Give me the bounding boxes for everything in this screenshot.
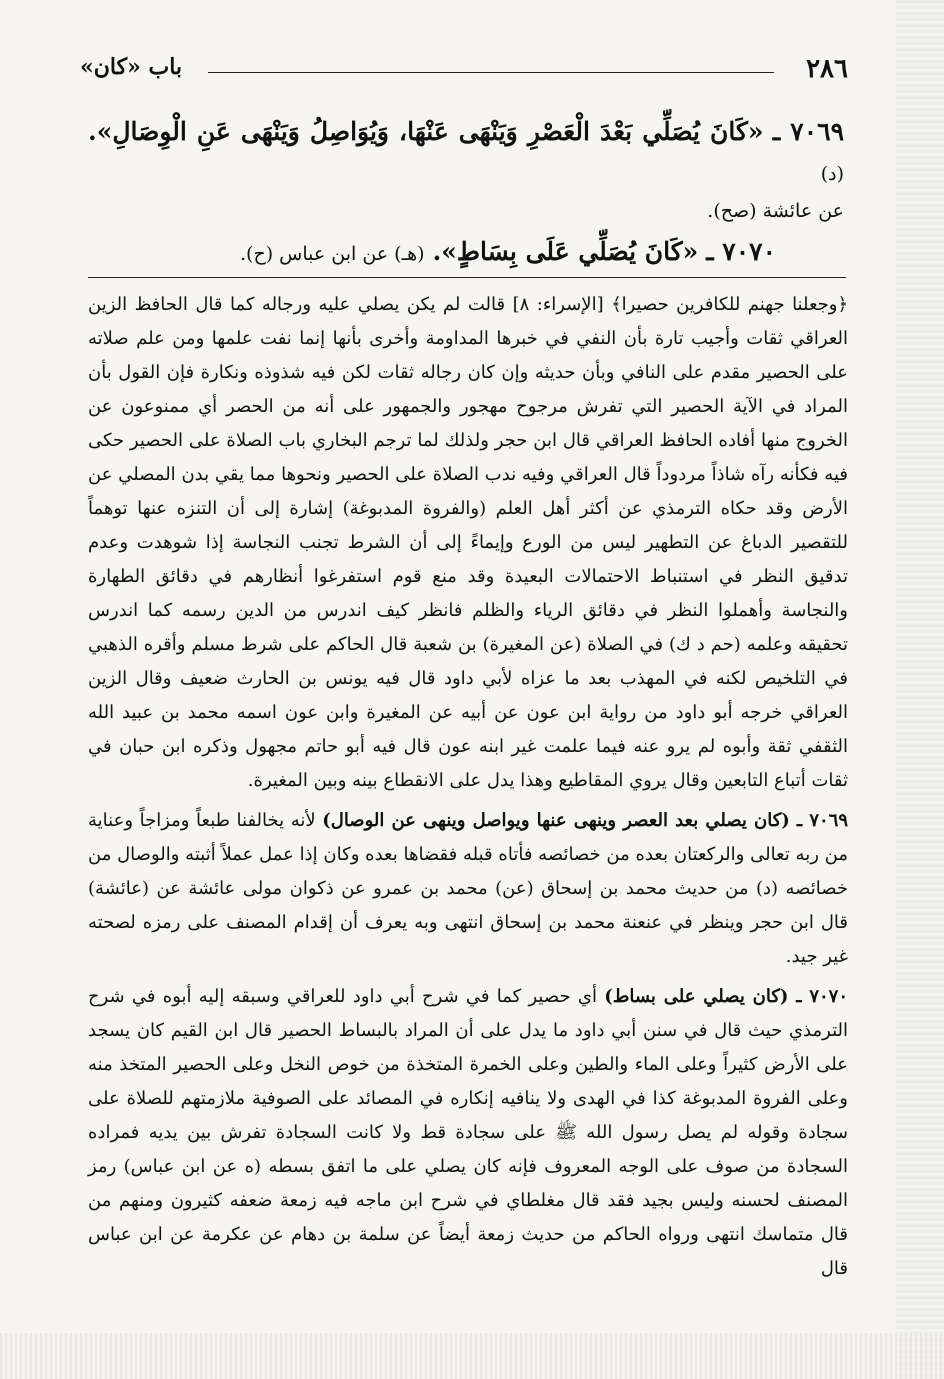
hadith-source: (هـ) عن ابن عباس (ح).	[240, 243, 425, 265]
chapter-title: باب «كان»	[80, 54, 183, 80]
page-edge-shadow	[896, 0, 944, 1379]
hadith-7070	[88, 232, 844, 274]
text-commentary-divider	[88, 277, 846, 278]
commentary-lead: ٧٠٧٠ ـ (كان يصلي على بساط)	[604, 986, 848, 1007]
hadith-number: ٧٠٦٩ ـ	[772, 117, 844, 146]
commentary-paragraph	[88, 980, 848, 1286]
commentary-paragraph	[88, 288, 848, 798]
hadith-matn: «كَانَ يُصَلِّي عَلَى بِسَاطٍ».	[432, 237, 699, 266]
page-bottom-shadow	[0, 1333, 944, 1379]
hadith-matn: «كَانَ يُصَلِّي بَعْدَ الْعَصْرِ وَيَنْهَى عَنْهَا، وَيُوَاصِلُ وَيَنْهَى عَنِ الْوِصَالِ».	[88, 117, 764, 146]
hadith-text-block	[88, 112, 844, 274]
commentary-paragraph	[88, 804, 848, 974]
hadith-number: ٧٠٧٠ ـ	[706, 237, 776, 266]
commentary-body: لأنه يخالفنا طبعاً ومزاجاً وعناية من ربه تعالى والركعتان بعده من خصائصه فأتاه قبله فقضاها بعده وكان إذا عمل عملاً أثبته والوصال من خصائصه (د) من حديث محمد بن إسحاق (عن) محمد بن عمرو عن ذكوان مولى عائشة عن (عائشة) قال ابن حجر وينظر في عنعنة محمد بن إسحاق انتهى وبه يعرف أن إقدام المصنف على رمزه لصحته غير جيد.	[88, 810, 848, 967]
hadith-source-continued: عن عائشة (صح).	[707, 200, 844, 222]
commentary-body: ﴿وجعلنا جهنم للكافرين حصيرا﴾ [الإسراء: ٨] قالت لم يكن يصلي عليه ورجاله كما قال الحافظ الزين العراقي ثقات وأجيب تارة بأن النفي في خبرها المداومة وأخرى بأنها إنما نفت علمها ومن علم صلاته على الحصير مقدم على النافي وبأن حديثه وإن كان رجاله ثقات لكن فيه شذوذه ونكارة فإن القول بأن المراد في الآية الحصير التي تفرش مرجوح مهجور والجمهور على أنه من الحصر أي ممنوعون عن الخروج منها أفاده الحافظ العراقي قال ابن حجر ولذلك لما ترجم البخاري باب الصلاة على الحصير حكى فيه فكأنه رآه شاذاً مردوداً قال العراقي وفيه ندب الصلاة على الحصير ونحوها مما يقي بدن المصلي عن الأرض وقد حكاه الترمذي عن أكثر أهل العلم (والفروة المدبوغة) إشارة إلى أن التنزه عنها توهماً للتقصير الدباغ عن التطهير ليس من الورع وإيماءً إلى أن الشرط تجنب النجاسة إذا شوهدت وعدم تدقيق النظر في استنباط الاحتمالات البعيدة وقد منع قوم استفرغوا أنظارهم في دقائق الطهارة والنجاسة وأهملوا النظر في دقائق الرياء والظلم فانظر كيف اندرس من الدين رسمه كما اندرس تحقيقه وعلمه (حم د ك) في الصلاة (عن المغيرة) بن شعبة قال الحاكم على شرط مسلم وأقره الذهبي في التلخيص لكنه في المهذب بعد ما عزاه لأبي داود قال فيه يونس بن الحارث ضعيف وقال الزين العراقي خرجه أبو داود من رواية ابن عون عن أبيه عن المغيرة وابن عون اسمه محمد بن عبيد الله الثقفي ثقة وأبوه لم يرو عنه فيما علمت غير ابنه عون قال فيه أبو حاتم مجهول وذكره ابن حبان في ثقات أتباع التابعين وقال يروي المقاطيع وهذا يدل على الانقطاع بينه وبين المغيرة.	[88, 294, 849, 791]
header-rule	[208, 72, 774, 73]
hadith-source: (د)	[820, 163, 844, 185]
commentary-lead: ٧٠٦٩ ـ (كان يصلي بعد العصر وينهى عنها ويواصل وينهى عن الوصال)	[322, 810, 848, 831]
commentary-block	[88, 288, 848, 1292]
hadith-7069	[88, 112, 844, 194]
commentary-body: أي حصير كما في شرح أبي داود للعراقي وسبقه إليه أبوه في شرح الترمذي حيث قال في سنن أبي داود ما يدل على أن المراد بالبساط الحصير قال ابن القيم كان يسجد على الأرض كثيراً وعلى الماء والطين وعلى الخمرة المتخذة من خوص النخل وعلى الحصير المتخذ منه وعلى الفروة المدبوغة كذا في الهدى ولا ينافيه إنكاره في المصائد على الصوفية ملازمتهم للصلاة على سجادة وقوله لم يصل رسول الله ﷺ على سجادة قط ولا كانت السجادة تفرش بين يديه فمراده السجادة من صوف على الوجه المعروف فإنه كان يصلي على ما اتفق بسطه (ه عن ابن عباس) رمز المصنف لحسنه وليس بجيد فقد قال مغلطاي في شرح ابن ماجه فيه زمعة ضعفه كثيرون ومنهم من قال متماسك انتهى ورواه الحاكم من حديث زمعة أيضاً عن سلمة بن دهام عن عكرمة عن ابن عباس قال	[88, 986, 848, 1279]
page-number: ٢٨٦	[806, 54, 848, 84]
running-header	[80, 52, 848, 86]
